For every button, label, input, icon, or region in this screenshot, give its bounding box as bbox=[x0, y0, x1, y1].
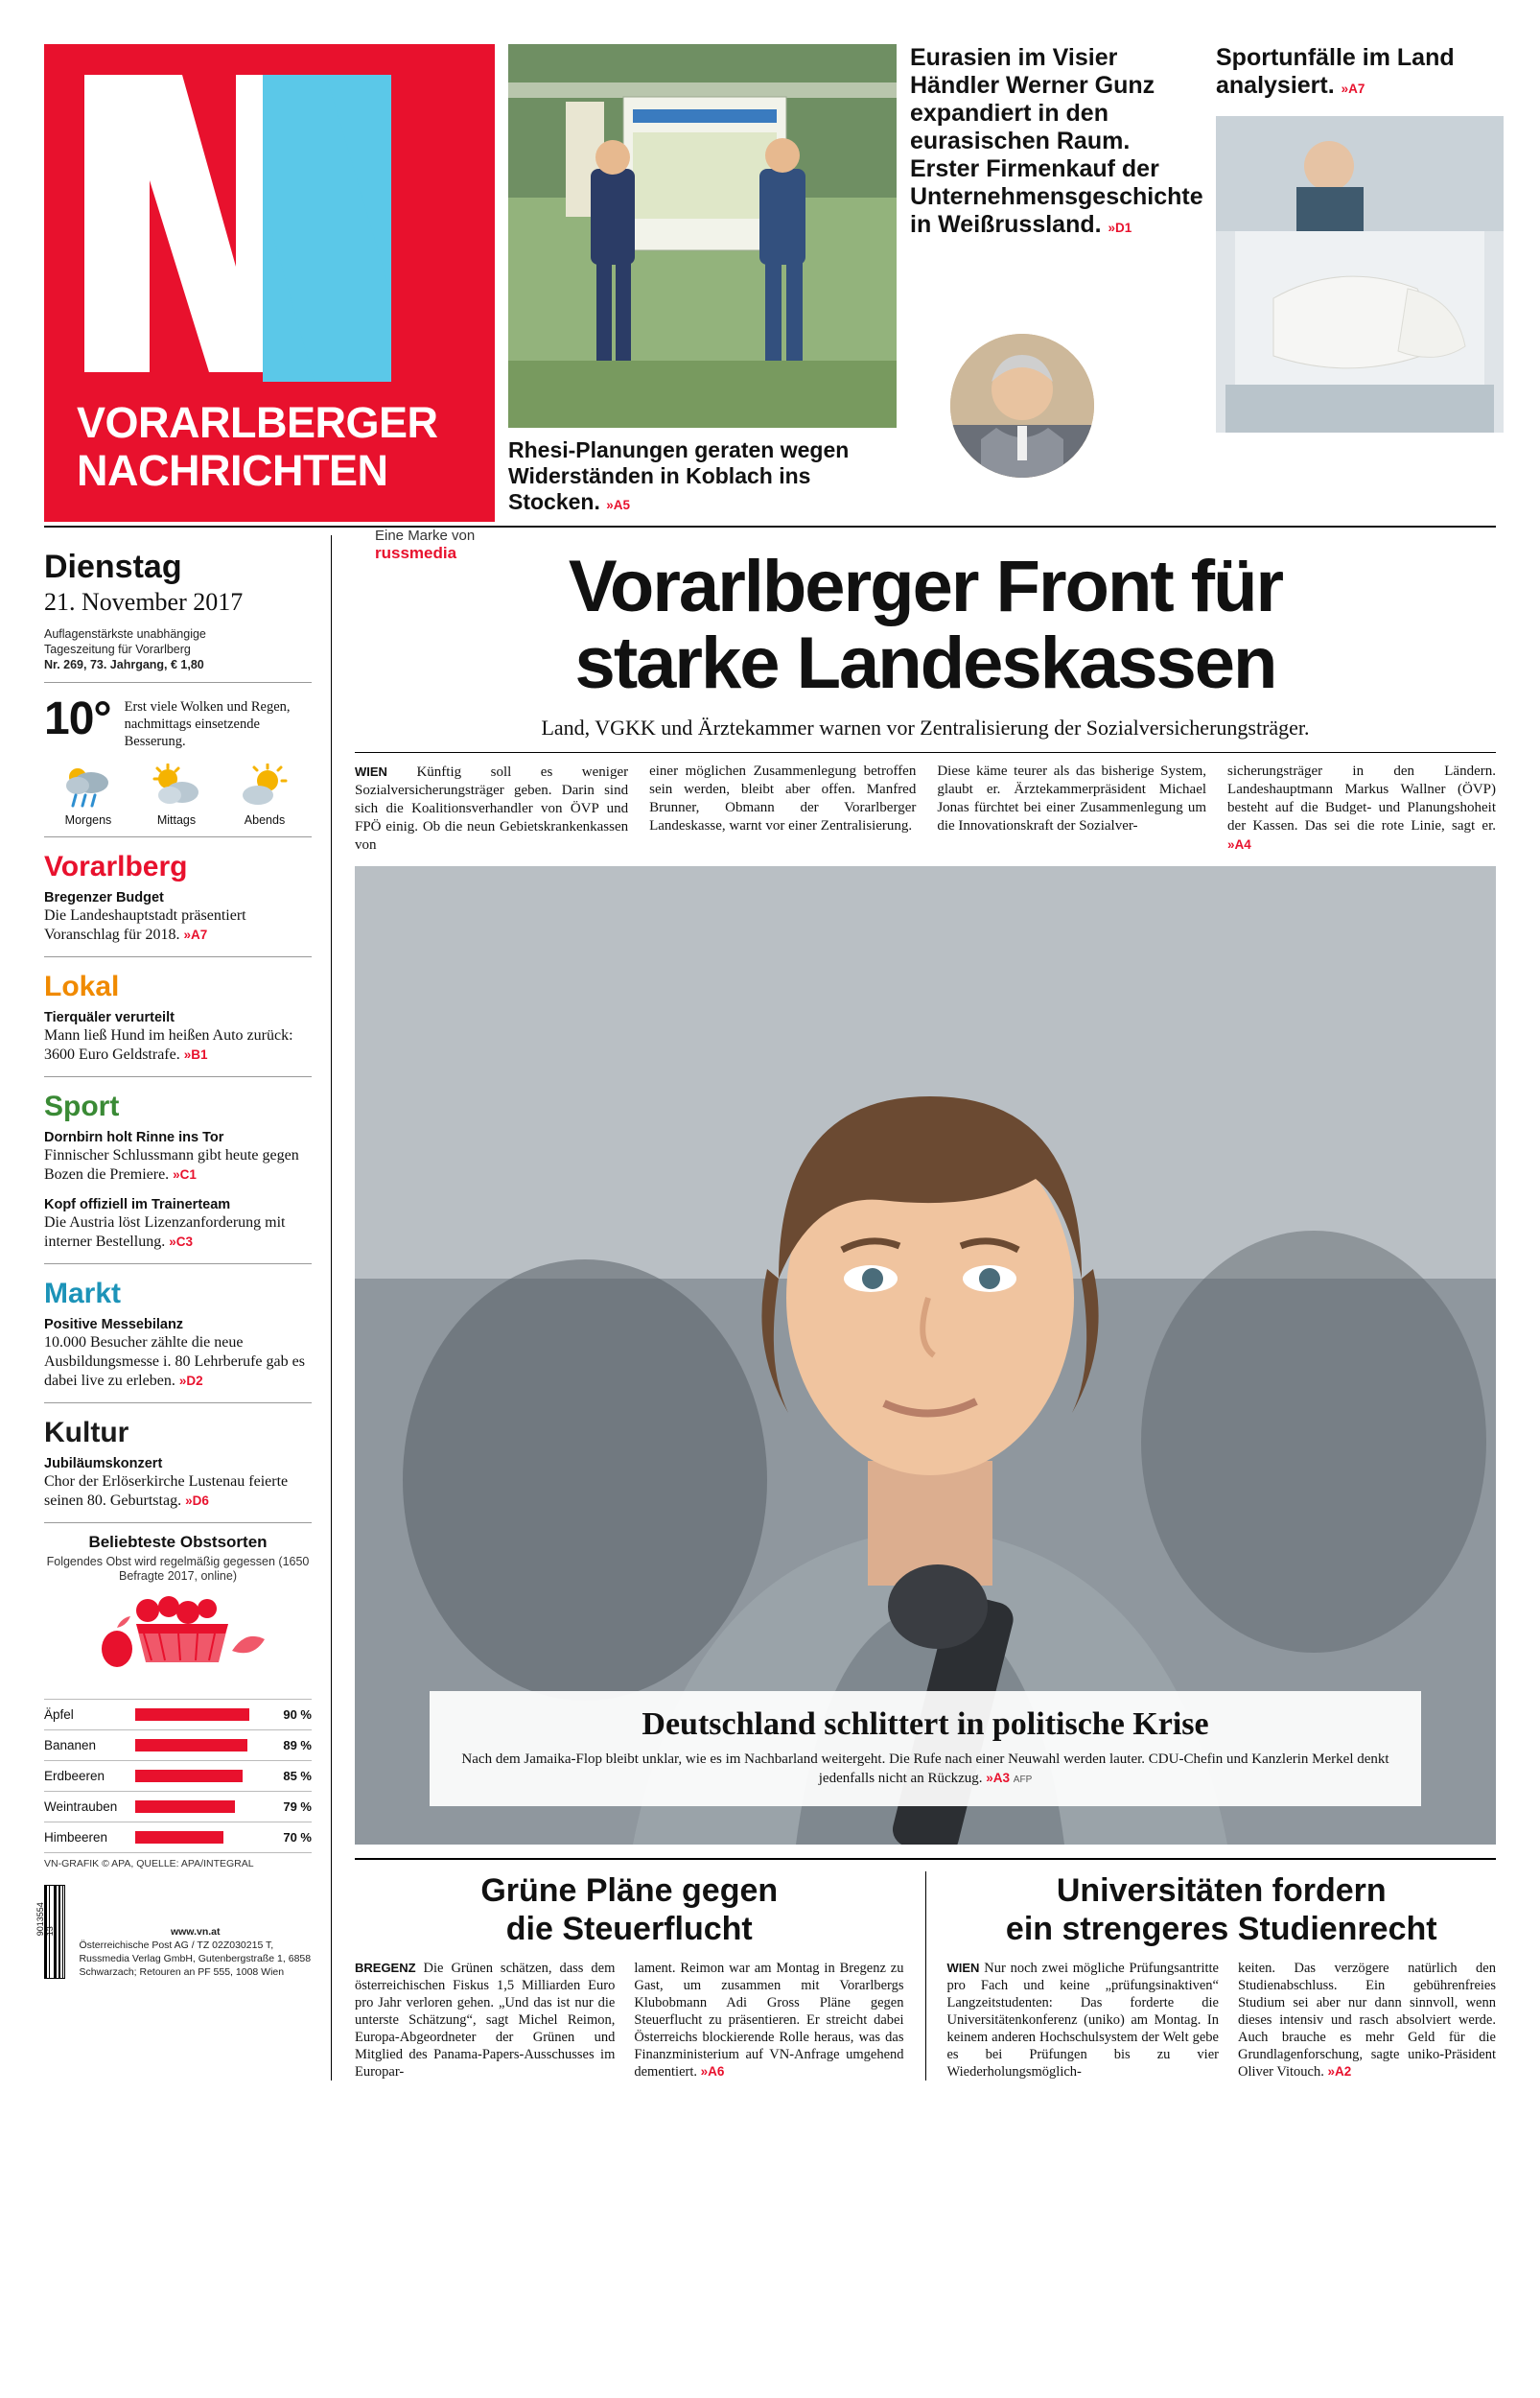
fruit-chart bbox=[44, 1533, 312, 1869]
article-col-1 bbox=[355, 1960, 615, 2081]
rail-section-lokal[interactable]: Lokal bbox=[44, 971, 120, 1002]
teaser-title: Tierquäler verurteilt bbox=[44, 1010, 175, 1025]
headline-subtitle: Land, VGKK und Ärztekammer warnen vor Zentralisierung der Sozialversicherungsträger. bbox=[541, 716, 1310, 740]
weather-slot-morning bbox=[44, 762, 132, 827]
rail-divider-7 bbox=[44, 1522, 312, 1523]
chart-value: 90 % bbox=[283, 1707, 312, 1722]
teaser-body bbox=[44, 1472, 312, 1511]
brand-name: russmedia bbox=[375, 544, 457, 562]
chart-cat-label: Erdbeeren bbox=[44, 1769, 105, 1783]
teaser-body bbox=[44, 1146, 312, 1185]
teaser-body-text: Chor der Erlöserkirche Lustenau feierte seinen 80. Geburtstag. bbox=[44, 1473, 289, 1509]
chart-bar-track bbox=[135, 1708, 262, 1721]
teaser-ref[interactable]: »C3 bbox=[169, 1234, 193, 1249]
teaser-ref[interactable]: »D2 bbox=[178, 1374, 203, 1388]
rail-section-sport[interactable]: Sport bbox=[44, 1091, 120, 1122]
rail-section-vorarlberg[interactable]: Vorarlberg bbox=[44, 851, 188, 882]
date-weekday: Dienstag bbox=[44, 549, 182, 585]
lead-col-4-text: sicherungsträger in den Ländern. Landeshauptmann Markus Wallner (ÖVP) besteht auf die Budget- und Planungshoheit der Kassen. Das sei die rote Linie, sagt er. bbox=[1227, 764, 1496, 834]
list-item[interactable] bbox=[44, 1455, 312, 1511]
chart-cat-label: Himbeeren bbox=[44, 1830, 108, 1845]
sport-teaser[interactable] bbox=[1216, 44, 1504, 518]
rail-divider-6 bbox=[44, 1402, 312, 1403]
teaser-body bbox=[44, 1333, 312, 1391]
article-col-2 bbox=[1238, 1960, 1496, 2081]
article-headline-line-2: die Steuerflucht bbox=[505, 1911, 753, 1947]
masthead-divider bbox=[44, 526, 1496, 528]
rhesi-caption bbox=[508, 437, 897, 518]
eurasia-portrait bbox=[948, 332, 1096, 480]
chart-bars bbox=[44, 1699, 312, 1853]
teaser-title: Dornbirn holt Rinne ins Tor bbox=[44, 1130, 224, 1145]
hero-photo[interactable] bbox=[355, 866, 1496, 1845]
weather-noon-label: Mittags bbox=[156, 813, 197, 827]
lead-ref[interactable]: »A4 bbox=[1227, 837, 1251, 852]
chart-bar-track bbox=[135, 1770, 262, 1782]
chart-row bbox=[44, 1791, 312, 1822]
teaser-title: Kopf offiziell im Trainerteam bbox=[44, 1197, 231, 1212]
rail-section-markt[interactable]: Markt bbox=[44, 1278, 122, 1309]
teaser-body-text: Die Austria löst Lizenzanforderung mit interner Bestellung. bbox=[44, 1214, 286, 1250]
chart-row bbox=[44, 1699, 312, 1729]
headline-line-2: starke Landeskassen bbox=[574, 623, 1276, 704]
chart-source: VN-GRAFIK © APA, QUELLE: APA/INTEGRAL bbox=[44, 1858, 254, 1869]
logo-wordmark bbox=[77, 399, 438, 495]
chart-bar-track bbox=[135, 1739, 262, 1751]
imprint bbox=[44, 626, 312, 672]
chart-cat-label: Bananen bbox=[44, 1738, 97, 1752]
lead-col-1-text: Künftig soll es weniger Sozialversicherungsträger geben. Darin sind sich die Koalitionsverhandler von ÖVP und FPÖ einig. Ob die neun Gebietskrankenkassen von bbox=[355, 764, 629, 853]
article-headline-line-1: Universitäten fordern bbox=[1056, 1872, 1387, 1909]
hero-credit: AFP bbox=[1013, 1775, 1033, 1785]
lead-col-3: Diese käme teurer als das bisherige System, glaubt er. Ärztekammerpräsident Michael Jonas fürchtet bei einer Zusammenlegung um die Innovationskraft der Sozialver- bbox=[937, 764, 1207, 834]
teaser-ref[interactable]: »B1 bbox=[183, 1047, 208, 1062]
list-item[interactable] bbox=[44, 1196, 312, 1252]
fruit-basket-icon bbox=[44, 1589, 322, 1695]
chart-bar-track bbox=[135, 1831, 262, 1844]
logo-line-1: VORARLBERGER bbox=[77, 398, 438, 447]
photo-leg-cast bbox=[1216, 116, 1504, 433]
chart-bar bbox=[135, 1739, 247, 1751]
rail-divider-3 bbox=[44, 956, 312, 957]
date-full: 21. November 2017 bbox=[44, 588, 244, 616]
article-columns bbox=[355, 1960, 904, 2081]
rail-divider-1 bbox=[44, 682, 312, 683]
chart-bar bbox=[135, 1770, 243, 1782]
barcode bbox=[35, 1885, 65, 1979]
list-item[interactable] bbox=[44, 1009, 312, 1065]
chart-row bbox=[44, 1822, 312, 1853]
article-col-1 bbox=[947, 1960, 1219, 2081]
weather-widget bbox=[44, 693, 312, 750]
teaser-body-text: 10.000 Besucher zählte die neue Ausbildungsmesse i. 80 Lehrberufe gab es dabei live zu erleben. bbox=[44, 1334, 305, 1389]
imprint-line-3: Nr. 269, 73. Jahrgang, € 1,80 bbox=[44, 658, 204, 671]
chart-cat-label: Äpfel bbox=[44, 1707, 74, 1722]
list-item[interactable] bbox=[44, 1316, 312, 1391]
sun-cloud-icon bbox=[221, 762, 309, 813]
chart-bar bbox=[135, 1831, 223, 1844]
rhesi-photo bbox=[508, 44, 897, 428]
chart-row bbox=[44, 1729, 312, 1760]
article-headline-line-2: ein strengeres Studienrecht bbox=[1005, 1911, 1437, 1947]
logo-block bbox=[44, 44, 495, 562]
sport-photo bbox=[1216, 116, 1504, 433]
weather-slot-evening bbox=[221, 762, 309, 827]
brand-line bbox=[375, 528, 495, 563]
eurasia-teaser[interactable] bbox=[910, 44, 1202, 518]
teaser-title: Positive Messebilanz bbox=[44, 1317, 184, 1332]
teaser-body-text: Finnischer Schlussmann gibt heute gegen Bozen die Premiere. bbox=[44, 1147, 299, 1183]
weather-icons-row bbox=[44, 762, 312, 827]
hero-caption-text: Nach dem Jamaika-Flop bleibt unklar, wie es im Nachbarland weitergeht. Die Rufe nach einer Neuwahl werden lauter. CDU-Chefin und Kanzlerin Merkel denkt jedenfalls nicht an Rückzug. bbox=[461, 1751, 1389, 1786]
sport-ref[interactable]: »A7 bbox=[1341, 82, 1365, 96]
lead-divider bbox=[355, 752, 1496, 753]
eurasia-body: Händler Werner Gunz expandiert in den eurasischen Raum. Erster Firmenkauf der Unternehmensgeschichte in Weißrussland. bbox=[910, 72, 1203, 238]
chart-bar-track bbox=[135, 1800, 262, 1813]
photo-two-men-banner bbox=[508, 44, 897, 428]
eurasia-text-block bbox=[910, 44, 1202, 242]
teaser-body bbox=[44, 1026, 312, 1065]
article-universitaeten[interactable] bbox=[926, 1871, 1497, 2081]
article-gruene-plaene[interactable] bbox=[355, 1871, 926, 2081]
teaser-body-text: Die Landeshauptstadt präsentiert Voranschlag für 2018. bbox=[44, 907, 246, 943]
teaser-title: Jubiläumskonzert bbox=[44, 1456, 163, 1471]
headline-line-1: Vorarlberger Front für bbox=[568, 546, 1283, 627]
vn-monogram-icon bbox=[75, 65, 478, 382]
postal-imprint: Österreichische Post AG / TZ 02Z030215 T, Russmedia Verlag GmbH, Gutenbergstraße 1, 6858 Schwarzach; Retouren an PF 555, 1008 Wien bbox=[79, 1940, 312, 1978]
eurasia-ref[interactable]: »D1 bbox=[1108, 221, 1132, 235]
article-col-2-text: lament. Reimon war am Montag in Bregenz zu Gast, um zusammen mit Vorarlbergs Klubobmann Adi Gross Pläne gegen Steuerflucht zu präsentieren. Er streicht dabei Österreichs blockierende Rolle heraus, was das Finanzministerium auf VN-Anfrage umgehend dementiert. bbox=[634, 1961, 904, 2080]
photo-portrait-man bbox=[950, 334, 1094, 478]
chart-row bbox=[44, 1760, 312, 1791]
rail-footer bbox=[35, 1885, 312, 1979]
chart-value: 70 % bbox=[283, 1830, 312, 1845]
dateline: WIEN bbox=[355, 764, 387, 779]
hero-ref[interactable]: »A3 bbox=[986, 1771, 1011, 1785]
list-item[interactable] bbox=[44, 1129, 312, 1185]
article-headline bbox=[947, 1871, 1497, 1948]
lead-col-1 bbox=[355, 763, 628, 855]
brand-prefix: Eine Marke von bbox=[375, 528, 476, 544]
sun-cloud-icon bbox=[132, 762, 221, 813]
main-column bbox=[332, 535, 1496, 2081]
sport-body: Sportunfälle im Land analysiert. bbox=[1216, 44, 1455, 99]
article-columns bbox=[947, 1960, 1497, 2081]
chart-title: Beliebteste Obstsorten bbox=[88, 1533, 268, 1551]
chart-illustration bbox=[44, 1589, 312, 1695]
teaser-body-text: Mann ließ Hund im heißen Auto zurück: 3600 Euro Geldstrafe. bbox=[44, 1027, 293, 1063]
hero-caption bbox=[451, 1751, 1400, 1789]
weather-evening-label: Abends bbox=[244, 813, 286, 827]
imprint-line-2: Tageszeitung für Vorarlberg bbox=[44, 643, 191, 656]
rail-divider-4 bbox=[44, 1076, 312, 1077]
teaser-ref[interactable]: »D6 bbox=[185, 1493, 209, 1508]
chart-bar bbox=[135, 1708, 249, 1721]
hero-caption-box bbox=[430, 1691, 1421, 1806]
imprint-line-1: Auflagenstärkste unabhängige bbox=[44, 627, 206, 641]
chart-value: 85 % bbox=[283, 1769, 312, 1783]
chart-value: 79 % bbox=[283, 1799, 312, 1814]
rhesi-caption-text: Rhesi-Planungen geraten wegen Widerständen in Koblach ins Stocken. bbox=[508, 437, 850, 514]
chart-bar bbox=[135, 1800, 235, 1813]
article-headline bbox=[355, 1871, 904, 1948]
article-col-1-text: Die Grünen schätzen, dass dem österreichischen Fiskus 1,5 Milliarden Euro pro Jahr verloren gehen. „Und das ist nur die unterste Schätzung“, sagt Michel Reimon, Europa-Abgeordneter der Grünen und Mitglied des Panama-Papers-Ausschusses im Europar- bbox=[355, 1961, 616, 2080]
bottom-articles bbox=[355, 1858, 1496, 2081]
left-rail bbox=[35, 535, 332, 2081]
teaser-body bbox=[44, 906, 312, 945]
vn-logo[interactable] bbox=[44, 44, 495, 522]
sport-text-block bbox=[1216, 44, 1504, 103]
lead-col-4 bbox=[1227, 763, 1496, 855]
teaser-body bbox=[44, 1213, 312, 1252]
article-col-2 bbox=[634, 1960, 903, 2081]
page-title bbox=[355, 546, 1496, 704]
imprint-footer bbox=[79, 1925, 312, 1979]
weather-morning-label: Morgens bbox=[64, 813, 112, 827]
barcode-number: 9013554 13 bbox=[35, 1902, 56, 1937]
lower-grid bbox=[35, 535, 1496, 2081]
rhesi-ref[interactable]: »A5 bbox=[606, 498, 631, 512]
teaser-title: Bregenzer Budget bbox=[44, 890, 164, 905]
article-headline-line-1: Grüne Pläne gegen bbox=[480, 1872, 779, 1909]
hero-title: Deutschland schlittert in politische Krise bbox=[642, 1706, 1209, 1742]
lead-col-2: einer möglichen Zusammenlegung betroffen sein werden, bleibt aber offen. Manfred Brunner, Obmann der Vorarlberger Landeskasse, warnt vor einer Zentralisierung. bbox=[649, 764, 917, 834]
teaser-ref[interactable]: »A7 bbox=[183, 928, 208, 942]
rain-cloud-icon bbox=[44, 762, 132, 813]
website-url[interactable]: www.vn.at bbox=[170, 1926, 221, 1938]
article-ref[interactable]: »A6 bbox=[700, 2064, 725, 2079]
dateline: WIEN bbox=[946, 1961, 980, 1975]
article-ref[interactable]: »A2 bbox=[1327, 2064, 1352, 2079]
dateline: BREGENZ bbox=[355, 1961, 416, 1975]
teaser-ref[interactable]: »C1 bbox=[173, 1167, 197, 1182]
article-col-1-text: Nur noch zwei mögliche Prüfungsantritte pro Fach und keine „prüfungsinaktiven“ Langzeitstudenten: Das forderte die Universitätenkonferenz (uniko) am Montag. In keinem anderen Hochschulsystem der Welt gebe es bei Prüfungen bis zu vier Wiederholungsmöglich- bbox=[946, 1961, 1219, 2080]
chart-value: 89 % bbox=[283, 1738, 312, 1752]
list-item[interactable] bbox=[44, 889, 312, 945]
chart-subtitle: Folgendes Obst wird regelmäßig gegessen (1650 Befragte 2017, online) bbox=[46, 1555, 310, 1583]
weather-slot-noon bbox=[132, 762, 221, 827]
rail-section-kultur[interactable]: Kultur bbox=[44, 1417, 129, 1448]
chart-cat-label: Weintrauben bbox=[44, 1799, 118, 1814]
rail-divider-5 bbox=[44, 1263, 312, 1264]
masthead bbox=[44, 0, 1496, 562]
weather-description: Erst viele Wolken und Regen, nachmittags einsetzende Besserung. bbox=[124, 699, 291, 749]
weather-temperature: 10° bbox=[44, 694, 111, 744]
lead-article-columns bbox=[355, 763, 1496, 855]
rhesi-teaser[interactable] bbox=[508, 44, 897, 518]
eurasia-kicker: Eurasien im Visier bbox=[910, 44, 1118, 71]
logo-line-2: NACHRICHTEN bbox=[77, 446, 388, 495]
article-col-2-text: keiten. Das verzögere natürlich den Studienabschluss. Ein gebührenfreies Studium sei aber nur dann sinnvoll, wenn dieses intensiv und rasch absolviert werde. Auch brauche es mehr Geld für die Grundlagenforschung, sagte uniko-Präsident Oliver Vitouch. bbox=[1237, 1961, 1496, 2080]
rail-divider-2 bbox=[44, 836, 312, 837]
